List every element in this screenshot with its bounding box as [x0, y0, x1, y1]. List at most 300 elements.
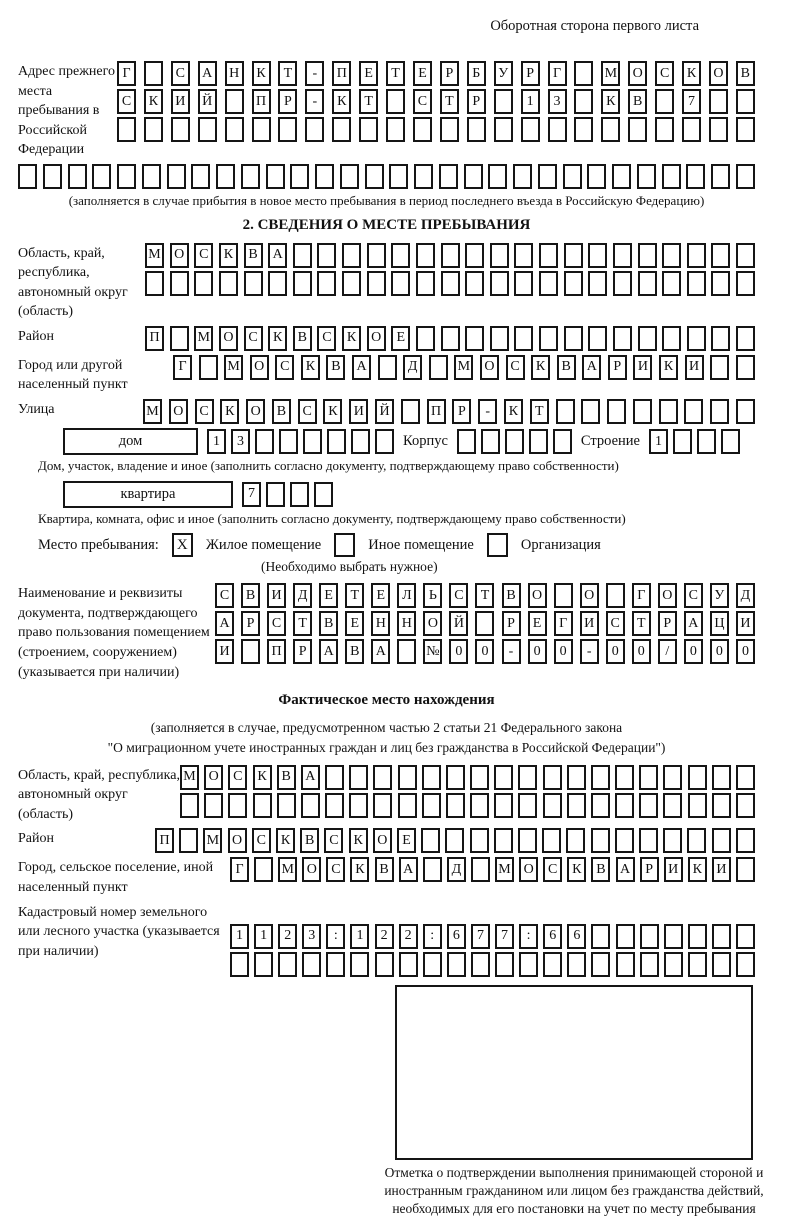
char-cell[interactable]: [439, 164, 458, 189]
char-cell[interactable]: Д: [403, 355, 422, 380]
char-cell[interactable]: 1: [350, 924, 369, 949]
char-cell[interactable]: [539, 271, 558, 296]
char-cell[interactable]: Р: [467, 89, 486, 114]
char-cell[interactable]: [612, 164, 631, 189]
char-cell[interactable]: [591, 952, 610, 977]
char-cell[interactable]: Р: [452, 399, 471, 424]
char-cell[interactable]: [514, 326, 533, 351]
char-cell[interactable]: О: [367, 326, 386, 351]
char-cell[interactable]: [464, 164, 483, 189]
char-cell[interactable]: И: [664, 857, 683, 882]
char-cell[interactable]: К: [659, 355, 678, 380]
char-cell[interactable]: В: [502, 583, 521, 608]
char-cell[interactable]: Й: [375, 399, 394, 424]
char-cell[interactable]: Р: [293, 639, 312, 664]
char-cell[interactable]: [613, 326, 632, 351]
char-cell[interactable]: [567, 952, 586, 977]
char-cell[interactable]: [688, 924, 707, 949]
char-cell[interactable]: [543, 765, 562, 790]
char-cell[interactable]: [290, 164, 309, 189]
char-cell[interactable]: №: [423, 639, 442, 664]
char-cell[interactable]: [682, 117, 701, 142]
char-cell[interactable]: У: [494, 61, 513, 86]
char-cell[interactable]: А: [215, 611, 234, 636]
char-cell[interactable]: [687, 271, 706, 296]
char-cell[interactable]: [465, 243, 484, 268]
char-cell[interactable]: [542, 828, 561, 853]
char-cell[interactable]: [470, 793, 489, 818]
char-cell[interactable]: Н: [225, 61, 244, 86]
char-cell[interactable]: О: [628, 61, 647, 86]
char-cell[interactable]: К: [144, 89, 163, 114]
char-cell[interactable]: -: [580, 639, 599, 664]
char-cell[interactable]: К: [688, 857, 707, 882]
char-cell[interactable]: 0: [475, 639, 494, 664]
char-cell[interactable]: [416, 326, 435, 351]
char-cell[interactable]: [349, 765, 368, 790]
char-cell[interactable]: [736, 326, 755, 351]
char-cell[interactable]: П: [155, 828, 174, 853]
char-cell[interactable]: [68, 164, 87, 189]
char-cell[interactable]: [494, 117, 513, 142]
char-cell[interactable]: В: [345, 639, 364, 664]
char-cell[interactable]: М: [454, 355, 473, 380]
char-cell[interactable]: [373, 765, 392, 790]
char-cell[interactable]: [494, 89, 513, 114]
char-cell[interactable]: К: [323, 399, 342, 424]
char-cell[interactable]: [365, 164, 384, 189]
char-cell[interactable]: 3: [231, 429, 250, 454]
char-cell[interactable]: [655, 89, 674, 114]
char-cell[interactable]: П: [427, 399, 446, 424]
char-cell[interactable]: [277, 793, 296, 818]
char-cell[interactable]: О: [169, 399, 188, 424]
char-cell[interactable]: Й: [449, 611, 468, 636]
char-cell[interactable]: М: [224, 355, 243, 380]
char-cell[interactable]: [662, 164, 681, 189]
char-cell[interactable]: Т: [359, 89, 378, 114]
char-cell[interactable]: [194, 271, 213, 296]
char-cell[interactable]: [712, 924, 731, 949]
char-cell[interactable]: [317, 243, 336, 268]
char-cell[interactable]: С: [267, 611, 286, 636]
char-cell[interactable]: :: [423, 924, 442, 949]
char-cell[interactable]: [566, 828, 585, 853]
char-cell[interactable]: [43, 164, 62, 189]
char-cell[interactable]: В: [736, 61, 755, 86]
char-cell[interactable]: Т: [278, 61, 297, 86]
char-cell[interactable]: [662, 271, 681, 296]
char-cell[interactable]: Е: [397, 828, 416, 853]
char-cell[interactable]: [179, 828, 198, 853]
char-cell[interactable]: [117, 164, 136, 189]
char-cell[interactable]: -: [502, 639, 521, 664]
char-cell[interactable]: 2: [278, 924, 297, 949]
char-cell[interactable]: Е: [359, 61, 378, 86]
char-cell[interactable]: Р: [658, 611, 677, 636]
char-cell[interactable]: [398, 793, 417, 818]
char-cell[interactable]: [440, 117, 459, 142]
char-cell[interactable]: [490, 243, 509, 268]
char-cell[interactable]: [721, 429, 740, 454]
char-cell[interactable]: О: [204, 765, 223, 790]
char-cell[interactable]: 0: [554, 639, 573, 664]
char-cell[interactable]: В: [241, 583, 260, 608]
char-cell[interactable]: [539, 326, 558, 351]
char-cell[interactable]: Г: [230, 857, 249, 882]
char-cell[interactable]: С: [298, 399, 317, 424]
char-cell[interactable]: [637, 164, 656, 189]
char-cell[interactable]: [414, 164, 433, 189]
char-cell[interactable]: С: [244, 326, 263, 351]
char-cell[interactable]: [375, 952, 394, 977]
char-cell[interactable]: [117, 117, 136, 142]
char-cell[interactable]: [514, 243, 533, 268]
char-cell[interactable]: [521, 117, 540, 142]
char-cell[interactable]: У: [710, 583, 729, 608]
char-cell[interactable]: [638, 271, 657, 296]
char-cell[interactable]: [293, 243, 312, 268]
char-cell[interactable]: П: [145, 326, 164, 351]
char-cell[interactable]: [92, 164, 111, 189]
char-cell[interactable]: [278, 952, 297, 977]
char-cell[interactable]: Н: [397, 611, 416, 636]
char-cell[interactable]: [736, 89, 755, 114]
char-cell[interactable]: И: [215, 639, 234, 664]
char-cell[interactable]: [709, 117, 728, 142]
char-cell[interactable]: А: [352, 355, 371, 380]
char-cell[interactable]: Р: [640, 857, 659, 882]
char-cell[interactable]: Й: [198, 89, 217, 114]
char-cell[interactable]: [467, 117, 486, 142]
char-cell[interactable]: [423, 857, 442, 882]
char-cell[interactable]: [687, 828, 706, 853]
char-cell[interactable]: [266, 164, 285, 189]
char-cell[interactable]: Т: [293, 611, 312, 636]
char-cell[interactable]: [350, 952, 369, 977]
char-cell[interactable]: [416, 243, 435, 268]
char-cell[interactable]: [494, 828, 513, 853]
char-cell[interactable]: К: [342, 326, 361, 351]
char-cell[interactable]: [253, 793, 272, 818]
char-cell[interactable]: [684, 399, 703, 424]
char-cell[interactable]: 2: [399, 924, 418, 949]
char-cell[interactable]: [326, 952, 345, 977]
char-cell[interactable]: [305, 117, 324, 142]
char-cell[interactable]: [494, 765, 513, 790]
char-cell[interactable]: К: [252, 61, 271, 86]
char-cell[interactable]: [616, 952, 635, 977]
char-cell[interactable]: /: [658, 639, 677, 664]
char-cell[interactable]: [254, 952, 273, 977]
char-cell[interactable]: [386, 117, 405, 142]
char-cell[interactable]: [505, 429, 524, 454]
char-cell[interactable]: [445, 828, 464, 853]
char-cell[interactable]: К: [567, 857, 586, 882]
char-cell[interactable]: [662, 326, 681, 351]
char-cell[interactable]: [18, 164, 37, 189]
char-cell[interactable]: [663, 793, 682, 818]
char-cell[interactable]: [664, 924, 683, 949]
char-cell[interactable]: О: [423, 611, 442, 636]
char-cell[interactable]: 7: [682, 89, 701, 114]
char-cell[interactable]: :: [519, 924, 538, 949]
char-cell[interactable]: 1: [521, 89, 540, 114]
char-cell[interactable]: -: [305, 61, 324, 86]
char-cell[interactable]: [423, 952, 442, 977]
char-cell[interactable]: К: [504, 399, 523, 424]
char-cell[interactable]: [736, 793, 755, 818]
char-cell[interactable]: [736, 765, 755, 790]
char-cell[interactable]: [349, 793, 368, 818]
char-cell[interactable]: В: [375, 857, 394, 882]
char-cell[interactable]: [475, 611, 494, 636]
char-cell[interactable]: А: [198, 61, 217, 86]
char-cell[interactable]: [446, 793, 465, 818]
char-cell[interactable]: [301, 793, 320, 818]
char-cell[interactable]: [241, 639, 260, 664]
char-cell[interactable]: К: [531, 355, 550, 380]
char-cell[interactable]: [712, 793, 731, 818]
char-cell[interactable]: К: [253, 765, 272, 790]
char-cell[interactable]: Т: [632, 611, 651, 636]
char-cell[interactable]: Е: [371, 583, 390, 608]
char-cell[interactable]: [142, 164, 161, 189]
char-cell[interactable]: [490, 271, 509, 296]
char-cell[interactable]: [241, 164, 260, 189]
char-cell[interactable]: [564, 326, 583, 351]
char-cell[interactable]: О: [170, 243, 189, 268]
char-cell[interactable]: [709, 89, 728, 114]
char-cell[interactable]: [441, 271, 460, 296]
char-cell[interactable]: [317, 271, 336, 296]
char-cell[interactable]: -: [305, 89, 324, 114]
char-cell[interactable]: [144, 117, 163, 142]
char-cell[interactable]: М: [180, 765, 199, 790]
char-cell[interactable]: [315, 164, 334, 189]
char-cell[interactable]: [340, 164, 359, 189]
char-cell[interactable]: Д: [293, 583, 312, 608]
char-cell[interactable]: Л: [397, 583, 416, 608]
char-cell[interactable]: Т: [386, 61, 405, 86]
char-cell[interactable]: [373, 793, 392, 818]
char-cell[interactable]: [574, 89, 593, 114]
char-cell[interactable]: К: [682, 61, 701, 86]
char-cell[interactable]: -: [478, 399, 497, 424]
house-type-box[interactable]: дом: [63, 428, 198, 455]
char-cell[interactable]: 0: [684, 639, 703, 664]
char-cell[interactable]: [686, 164, 705, 189]
char-cell[interactable]: [606, 583, 625, 608]
char-cell[interactable]: О: [519, 857, 538, 882]
char-cell[interactable]: Р: [278, 89, 297, 114]
char-cell[interactable]: [375, 429, 394, 454]
char-cell[interactable]: [616, 924, 635, 949]
char-cell[interactable]: [481, 429, 500, 454]
char-cell[interactable]: С: [194, 243, 213, 268]
char-cell[interactable]: [591, 793, 610, 818]
char-cell[interactable]: И: [685, 355, 704, 380]
char-cell[interactable]: Б: [467, 61, 486, 86]
char-cell[interactable]: О: [228, 828, 247, 853]
char-cell[interactable]: [471, 857, 490, 882]
char-cell[interactable]: [367, 271, 386, 296]
char-cell[interactable]: Г: [173, 355, 192, 380]
char-cell[interactable]: [639, 765, 658, 790]
char-cell[interactable]: [628, 117, 647, 142]
char-cell[interactable]: [457, 429, 476, 454]
char-cell[interactable]: [711, 243, 730, 268]
char-cell[interactable]: [574, 117, 593, 142]
char-cell[interactable]: С: [324, 828, 343, 853]
char-cell[interactable]: С: [215, 583, 234, 608]
char-cell[interactable]: С: [317, 326, 336, 351]
char-cell[interactable]: В: [591, 857, 610, 882]
char-cell[interactable]: С: [655, 61, 674, 86]
char-cell[interactable]: В: [244, 243, 263, 268]
char-cell[interactable]: [429, 355, 448, 380]
char-cell[interactable]: [470, 765, 489, 790]
char-cell[interactable]: 1: [254, 924, 273, 949]
char-cell[interactable]: К: [219, 243, 238, 268]
char-cell[interactable]: С: [195, 399, 214, 424]
char-cell[interactable]: 7: [471, 924, 490, 949]
char-cell[interactable]: [581, 399, 600, 424]
char-cell[interactable]: [332, 117, 351, 142]
char-cell[interactable]: [471, 952, 490, 977]
char-cell[interactable]: 0: [528, 639, 547, 664]
char-cell[interactable]: К: [349, 828, 368, 853]
char-cell[interactable]: [514, 271, 533, 296]
char-cell[interactable]: Р: [241, 611, 260, 636]
char-cell[interactable]: К: [350, 857, 369, 882]
char-cell[interactable]: В: [272, 399, 291, 424]
char-cell[interactable]: [736, 828, 755, 853]
char-cell[interactable]: С: [171, 61, 190, 86]
char-cell[interactable]: [325, 765, 344, 790]
char-cell[interactable]: [327, 429, 346, 454]
char-cell[interactable]: 0: [710, 639, 729, 664]
char-cell[interactable]: [199, 355, 218, 380]
checkbox-other-premises[interactable]: [334, 533, 355, 557]
char-cell[interactable]: [519, 952, 538, 977]
char-cell[interactable]: И: [633, 355, 652, 380]
char-cell[interactable]: [470, 828, 489, 853]
char-cell[interactable]: Е: [319, 583, 338, 608]
char-cell[interactable]: [712, 952, 731, 977]
char-cell[interactable]: 6: [447, 924, 466, 949]
char-cell[interactable]: О: [709, 61, 728, 86]
char-cell[interactable]: [640, 952, 659, 977]
char-cell[interactable]: [303, 429, 322, 454]
char-cell[interactable]: [548, 117, 567, 142]
char-cell[interactable]: [170, 326, 189, 351]
char-cell[interactable]: 7: [242, 482, 261, 507]
char-cell[interactable]: [688, 952, 707, 977]
char-cell[interactable]: [613, 243, 632, 268]
char-cell[interactable]: [664, 952, 683, 977]
char-cell[interactable]: [556, 399, 575, 424]
char-cell[interactable]: [538, 164, 557, 189]
char-cell[interactable]: [697, 429, 716, 454]
char-cell[interactable]: [736, 271, 755, 296]
char-cell[interactable]: [655, 117, 674, 142]
char-cell[interactable]: [673, 429, 692, 454]
char-cell[interactable]: [736, 952, 755, 977]
char-cell[interactable]: [401, 399, 420, 424]
char-cell[interactable]: [314, 482, 333, 507]
char-cell[interactable]: [638, 326, 657, 351]
char-cell[interactable]: С: [449, 583, 468, 608]
char-cell[interactable]: [518, 793, 537, 818]
char-cell[interactable]: С: [326, 857, 345, 882]
char-cell[interactable]: [216, 164, 235, 189]
char-cell[interactable]: [391, 271, 410, 296]
char-cell[interactable]: [254, 857, 273, 882]
char-cell[interactable]: С: [228, 765, 247, 790]
char-cell[interactable]: [638, 243, 657, 268]
char-cell[interactable]: [711, 326, 730, 351]
char-cell[interactable]: О: [302, 857, 321, 882]
char-cell[interactable]: [564, 243, 583, 268]
char-cell[interactable]: Е: [345, 611, 364, 636]
char-cell[interactable]: [588, 326, 607, 351]
char-cell[interactable]: [663, 828, 682, 853]
char-cell[interactable]: [518, 765, 537, 790]
char-cell[interactable]: [490, 326, 509, 351]
char-cell[interactable]: С: [684, 583, 703, 608]
char-cell[interactable]: В: [300, 828, 319, 853]
char-cell[interactable]: С: [606, 611, 625, 636]
char-cell[interactable]: 3: [548, 89, 567, 114]
char-cell[interactable]: [302, 952, 321, 977]
char-cell[interactable]: С: [543, 857, 562, 882]
char-cell[interactable]: [279, 429, 298, 454]
char-cell[interactable]: [167, 164, 186, 189]
char-cell[interactable]: [591, 828, 610, 853]
char-cell[interactable]: [171, 117, 190, 142]
char-cell[interactable]: О: [250, 355, 269, 380]
char-cell[interactable]: [416, 271, 435, 296]
char-cell[interactable]: [225, 117, 244, 142]
char-cell[interactable]: [228, 793, 247, 818]
char-cell[interactable]: [204, 793, 223, 818]
char-cell[interactable]: [712, 765, 731, 790]
char-cell[interactable]: К: [268, 326, 287, 351]
char-cell[interactable]: И: [171, 89, 190, 114]
apartment-type-box[interactable]: квартира: [63, 481, 233, 508]
char-cell[interactable]: [539, 243, 558, 268]
char-cell[interactable]: [712, 828, 731, 853]
char-cell[interactable]: [293, 271, 312, 296]
char-cell[interactable]: С: [506, 355, 525, 380]
char-cell[interactable]: М: [145, 243, 164, 268]
char-cell[interactable]: [441, 243, 460, 268]
char-cell[interactable]: [191, 164, 210, 189]
char-cell[interactable]: Н: [371, 611, 390, 636]
char-cell[interactable]: [711, 271, 730, 296]
char-cell[interactable]: [543, 793, 562, 818]
char-cell[interactable]: [198, 117, 217, 142]
char-cell[interactable]: 6: [567, 924, 586, 949]
char-cell[interactable]: [588, 243, 607, 268]
char-cell[interactable]: Т: [345, 583, 364, 608]
char-cell[interactable]: К: [601, 89, 620, 114]
char-cell[interactable]: 2: [375, 924, 394, 949]
char-cell[interactable]: 0: [606, 639, 625, 664]
char-cell[interactable]: [591, 924, 610, 949]
char-cell[interactable]: [170, 271, 189, 296]
